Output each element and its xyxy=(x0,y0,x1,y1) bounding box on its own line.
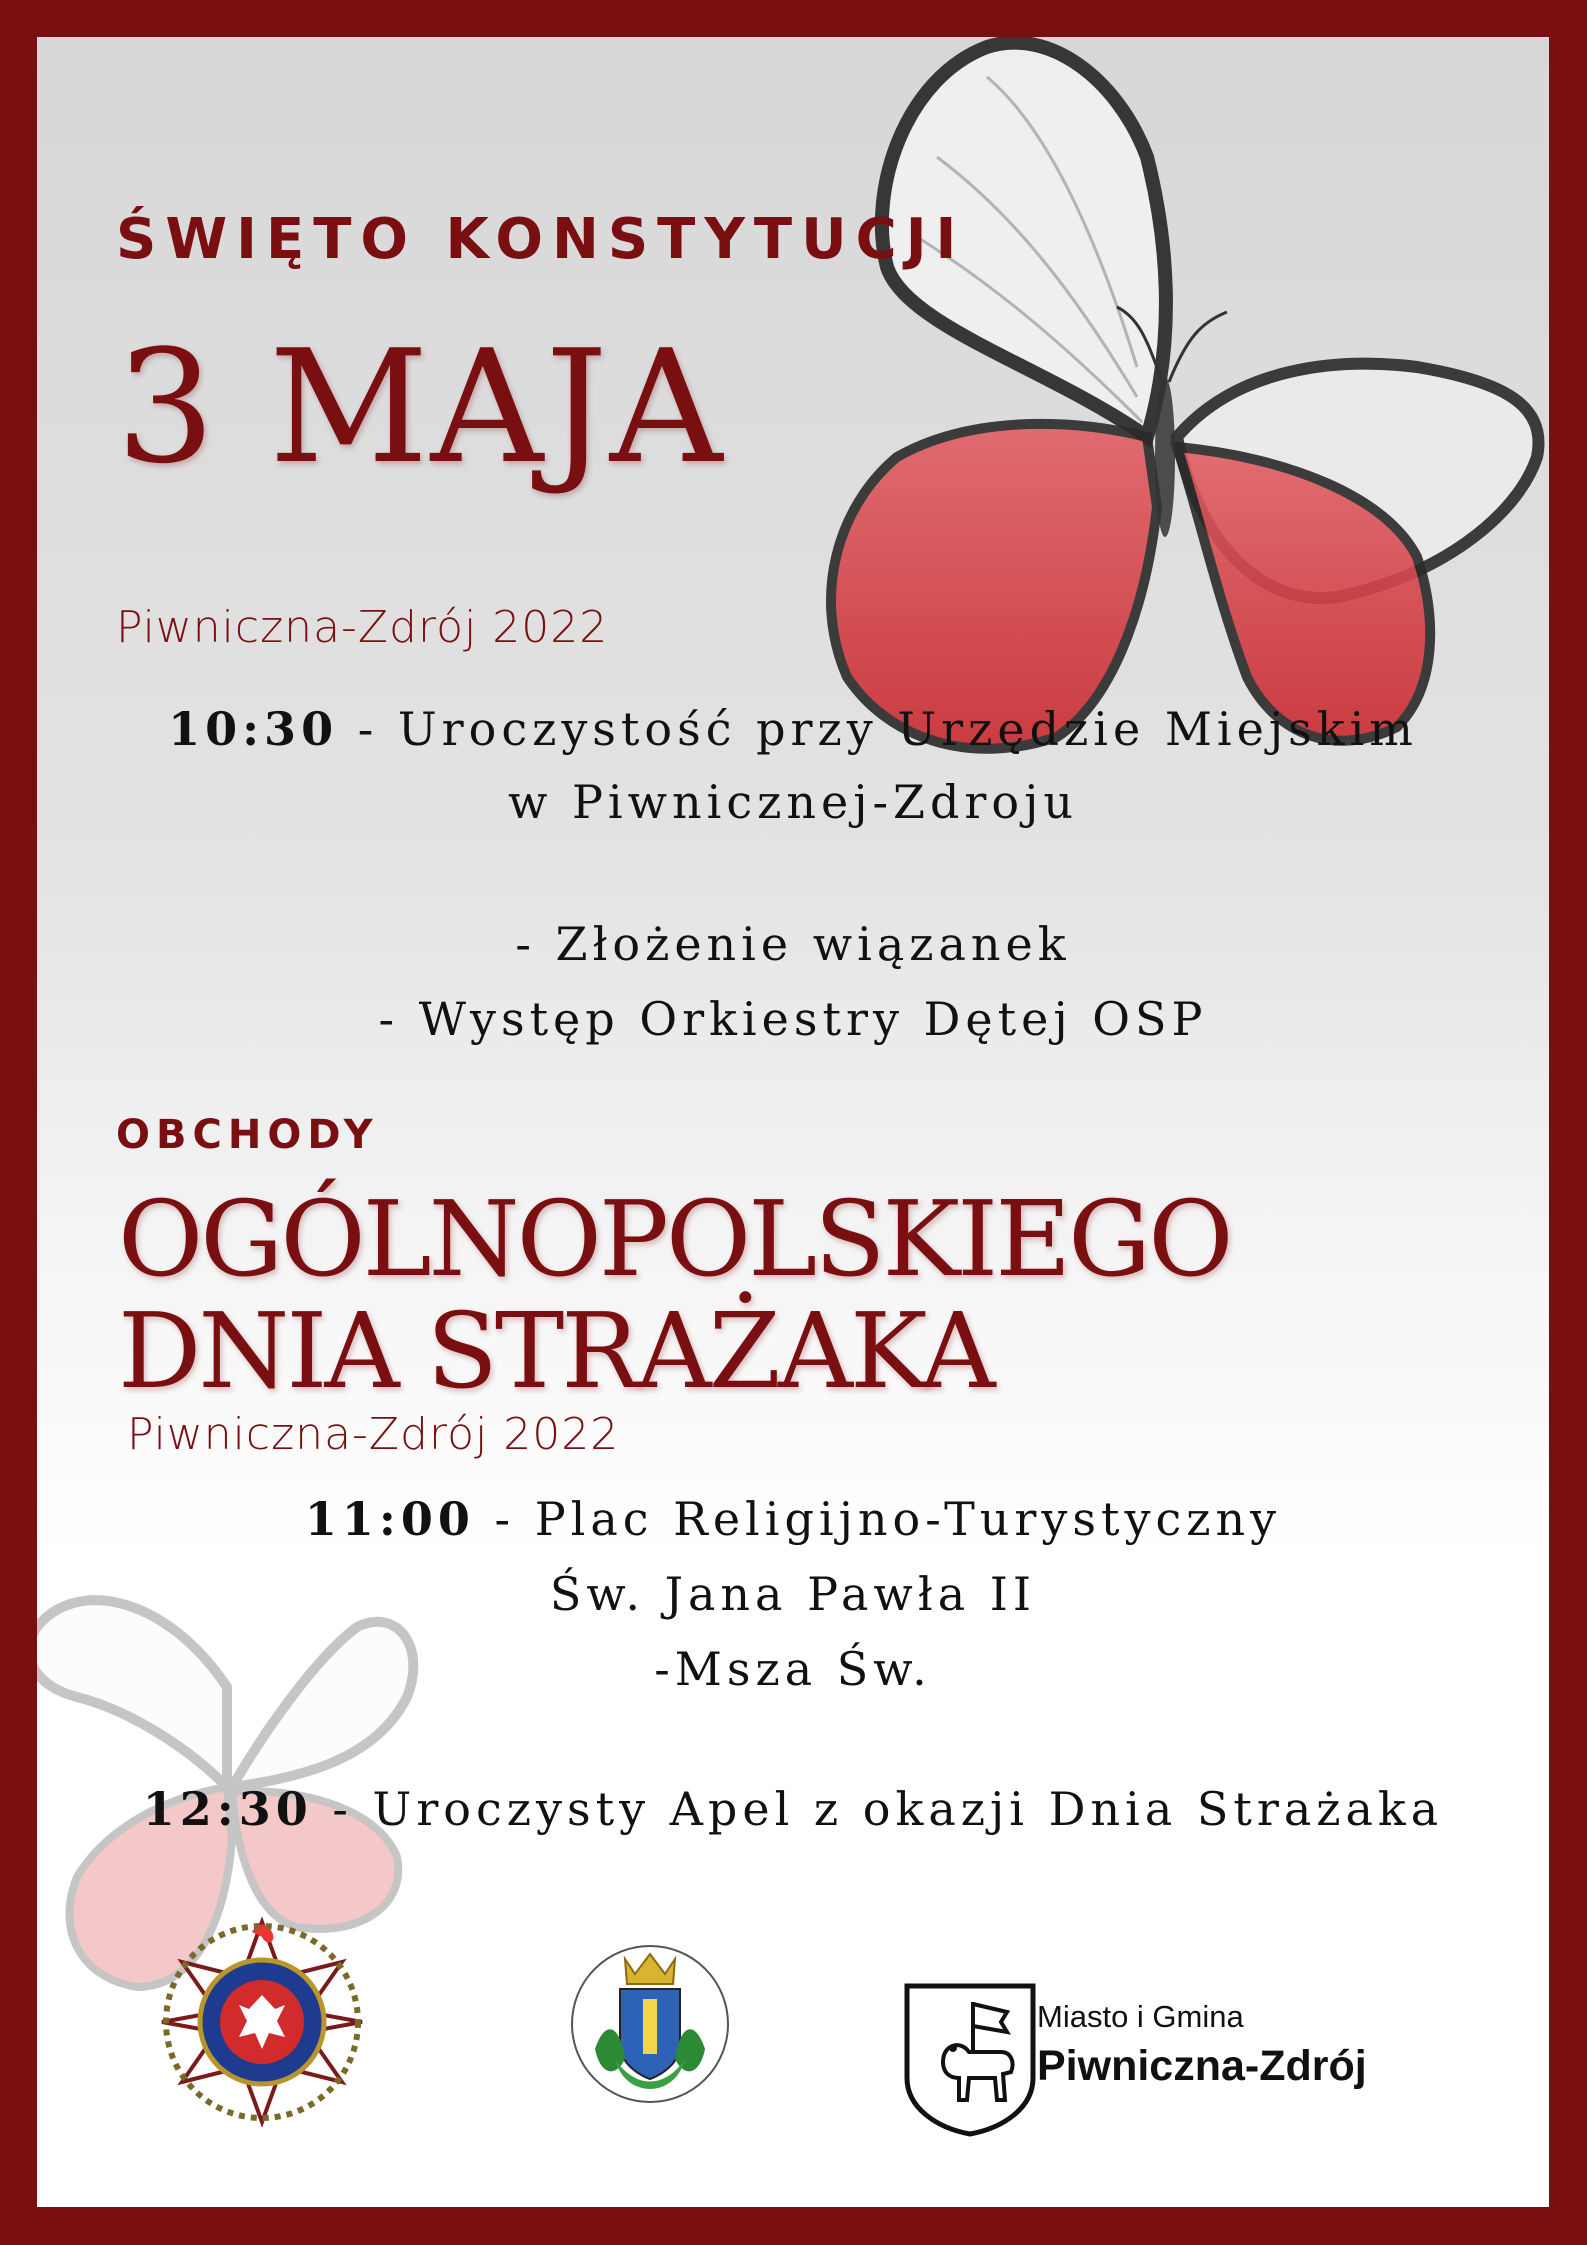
city-name-line2: Piwniczna-Zdrój xyxy=(1037,2042,1367,2090)
event1-place: - Uroczystość przy Urzędzie Miejskim xyxy=(338,702,1418,756)
event2-kicker: OBCHODY xyxy=(116,1112,379,1158)
event2-time-mass: 11:00 xyxy=(304,1492,475,1546)
event2-roll-call: - Uroczysty Apel z okazji Dnia Strażaka xyxy=(312,1782,1444,1836)
event1-schedule-line xyxy=(37,702,1549,756)
event1-kicker: ŚWIĘTO KONSTYTUCJI xyxy=(116,207,966,272)
fire-brigade-emblem-icon xyxy=(157,1917,367,2127)
event1-item-orchestra: - Występ Orkiestry Dętej OSP xyxy=(378,992,1208,1046)
event2-place: - Plac Religijno-Turystyczny xyxy=(474,1492,1282,1546)
event2-schedule-line2 xyxy=(37,1782,1549,1836)
culture-center-crest-icon xyxy=(565,1929,735,2119)
city-name-line1: Miasto i Gmina xyxy=(1037,1999,1244,2034)
event2-time-roll-call: 12:30 xyxy=(142,1782,313,1836)
event1-item-wreaths: - Złożenie wiązanek xyxy=(515,917,1071,971)
event1-place-line2: w Piwnicznej-Zdroju xyxy=(507,775,1078,829)
event2-mass: -Msza Św. xyxy=(654,1642,932,1696)
poster xyxy=(37,37,1549,2207)
event2-place-line2: Św. Jana Pawła II xyxy=(549,1567,1037,1621)
butterfly-large-icon xyxy=(817,37,1549,757)
event2-title-line1: OGÓLNOPOLSKIEGO xyxy=(118,1178,1231,1300)
event2-location: Piwniczna-Zdrój 2022 xyxy=(127,1409,620,1460)
event1-time: 10:30 xyxy=(168,702,339,756)
event1-title: 3 MAJA xyxy=(116,316,725,498)
city-coat-of-arms-icon xyxy=(903,1982,1037,2138)
event2-title-line2: DNIA STRAŻAKA xyxy=(118,1290,993,1412)
event1-location: Piwniczna-Zdrój 2022 xyxy=(116,602,609,653)
event2-schedule-line1 xyxy=(37,1492,1549,1546)
